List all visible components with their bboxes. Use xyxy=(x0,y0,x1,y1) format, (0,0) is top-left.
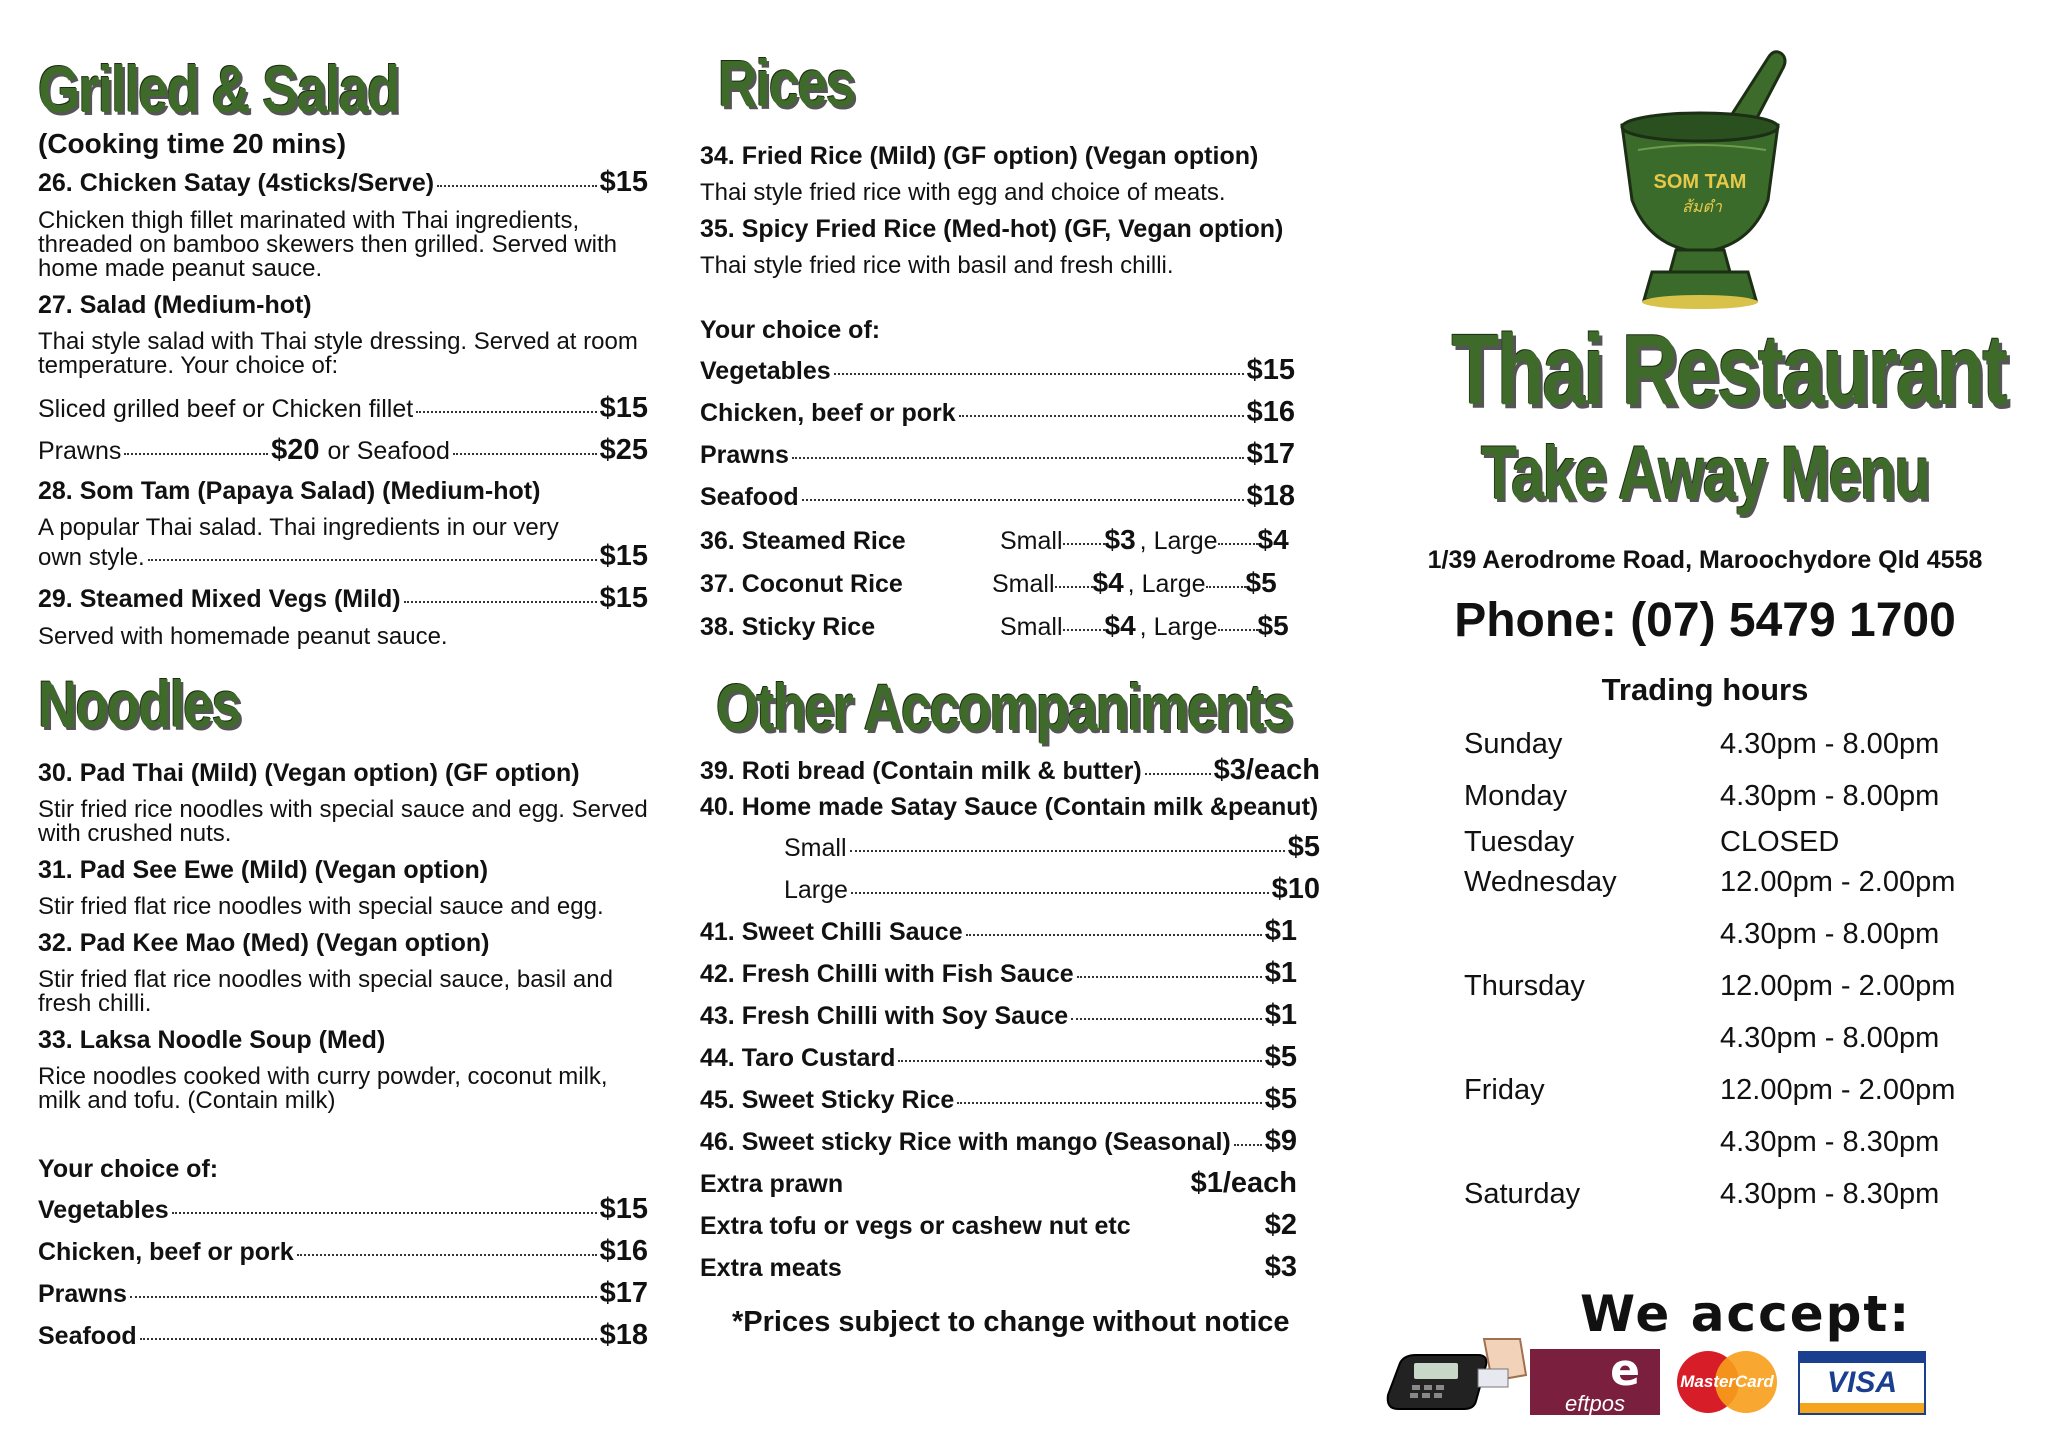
menu-item-34: 34. Fried Rice (Mild) (GF option) (Vegan option) xyxy=(700,142,1259,170)
menu-item-32: 32. Pad Kee Mao (Med) (Vegan option) xyxy=(38,929,490,957)
extra-row: Extra meats $3 xyxy=(700,1251,1297,1283)
column-grilled-noodles xyxy=(38,0,648,1352)
menu-item-39: 39. Roti bread (Contain milk & butter) $3/each xyxy=(700,754,1320,786)
rices-choice-list xyxy=(700,354,1295,513)
menu-item-32-desc: Stir fried flat rice noodles with special sauce, basil and fresh chilli. xyxy=(38,966,613,1017)
trading-hours-table xyxy=(1380,718,2030,1214)
menu-item-40: 40. Home made Satay Sauce (Contain milk &peanut) xyxy=(700,793,1319,821)
choice-row: Seafood $18 xyxy=(700,480,1295,512)
menu-item-35-desc: Thai style fried rice with basil and fresh chilli. xyxy=(700,252,1174,279)
hours-row: 4.30pm - 8.00pm xyxy=(1720,1021,1940,1054)
hours-row: Wednesday 12.00pm - 2.00pm xyxy=(1464,865,1956,898)
menu-item-38: 38. Sticky Rice Small $4 , Large $5 xyxy=(700,610,1289,641)
hours-row: Monday 4.30pm - 8.00pm xyxy=(1464,779,1940,812)
menu-item-30: 30. Pad Thai (Mild) (Vegan option) (GF option) xyxy=(38,759,580,787)
hours-row: Saturday 4.30pm - 8.30pm xyxy=(1464,1177,1940,1210)
logo-thai-text: ส้มตำ xyxy=(1682,197,1722,216)
menu-item-29: 29. Steamed Mixed Vegs (Mild) $15 xyxy=(38,582,648,614)
menu-item-28-desc-a: A popular Thai salad. Thai ingredients in our very xyxy=(38,514,559,541)
salad-option-prawns-seafood: Prawns $20 or Seafood $25 xyxy=(38,434,649,466)
menu-item-34-desc: Thai style fried rice with egg and choice of meats. xyxy=(700,179,1226,206)
menu-item-35: 35. Spicy Fried Rice (Med-hot) (GF, Vegan option) xyxy=(700,215,1284,243)
column-rices-other xyxy=(700,0,1320,1339)
menu-item-33-desc: Rice noodles cooked with curry powder, coconut milk, milk and tofu. (Contain milk) xyxy=(38,1063,608,1114)
choice-row: Prawns $17 xyxy=(38,1277,648,1309)
menu-item-36: 36. Steamed Rice Small $3 , Large $4 xyxy=(700,524,1289,555)
satay-small: Small $5 xyxy=(784,831,1320,863)
cooking-time-note: (Cooking time 20 mins) xyxy=(38,128,347,159)
other-list xyxy=(700,754,1320,906)
noodles-choice-list xyxy=(38,1193,648,1352)
hours-row: Thursday 12.00pm - 2.00pm xyxy=(1464,969,1956,1002)
hours-row: Tuesday CLOSED xyxy=(1464,825,1840,858)
logo-text: SOM TAM xyxy=(1653,171,1747,193)
menu-item-45: 45. Sweet Sticky Rice $5 xyxy=(700,1083,1297,1115)
rices-choice-label: Your choice of: xyxy=(700,316,881,344)
section-title-other: Other Accompaniments xyxy=(716,670,1292,744)
payment-methods xyxy=(1380,1285,2020,1415)
menu-item-44: 44. Taro Custard $5 xyxy=(700,1041,1297,1073)
menu-item-46: 46. Sweet sticky Rice with mango (Seasonal) $9 xyxy=(700,1125,1297,1157)
menu-item-26-desc: Chicken thigh fillet marinated with Thai ingredients, threaded on bamboo skewers then grilled. Served with home made peanut sauce. xyxy=(38,207,617,282)
menu-item-43: 43. Fresh Chilli with Soy Sauce $1 xyxy=(700,999,1297,1031)
we-accept-title: We accept: xyxy=(1580,1285,1912,1343)
noodles-choice-label: Your choice of: xyxy=(38,1155,219,1183)
menu-item-31-desc: Stir fried flat rice noodles with special sauce and egg. xyxy=(38,893,604,920)
extra-row: Extra prawn $1/each xyxy=(700,1167,1297,1199)
menu-item-28: 28. Som Tam (Papaya Salad) (Medium-hot) xyxy=(38,477,541,505)
menu-item-31: 31. Pad See Ewe (Mild) (Vegan option) xyxy=(38,856,489,884)
choice-row: Vegetables $15 xyxy=(700,354,1295,386)
eftpos-logo: e eftpos xyxy=(1530,1349,1660,1415)
menu-item-37: 37. Coconut Rice Small $4 , Large $5 xyxy=(700,567,1277,598)
visa-logo: VISA xyxy=(1798,1351,1926,1415)
choice-row: Seafood $18 xyxy=(38,1319,648,1351)
menu-item-30-desc: Stir fried rice noodles with special sauce and egg. Served with crushed nuts. xyxy=(38,796,648,847)
choice-row: Prawns $17 xyxy=(700,438,1295,470)
menu-item-41: 41. Sweet Chilli Sauce $1 xyxy=(700,915,1297,947)
extras-list xyxy=(700,1167,1297,1284)
column-info xyxy=(1380,0,2030,1416)
menu-item-26: 26. Chicken Satay (4sticks/Serve) $15 xyxy=(38,166,648,198)
section-title-rices: Rices xyxy=(718,46,855,120)
mortar-pestle-icon xyxy=(1380,0,2030,320)
satay-large: Large $10 xyxy=(784,873,1320,905)
trading-hours-title: Trading hours xyxy=(1601,672,1809,707)
hours-row: 4.30pm - 8.00pm xyxy=(1720,917,1940,950)
choice-row: Chicken, beef or pork $16 xyxy=(700,396,1295,428)
menu-item-42: 42. Fresh Chilli with Fish Sauce $1 xyxy=(700,957,1297,989)
phone-number: Phone: (07) 5479 1700 xyxy=(1454,594,1956,647)
section-title-noodles: Noodles xyxy=(38,667,241,741)
card-logos xyxy=(1380,1335,1926,1415)
choice-row: Chicken, beef or pork $16 xyxy=(38,1235,648,1267)
sauces-desserts-list xyxy=(700,915,1297,1158)
brand-title: Thai Restaurant xyxy=(1451,314,2006,426)
card-terminal-icon xyxy=(1380,1335,1530,1415)
menu-item-33: 33. Laksa Noodle Soup (Med) xyxy=(38,1026,386,1054)
hours-row: Friday 12.00pm - 2.00pm xyxy=(1464,1073,1956,1106)
mastercard-logo: MasterCard xyxy=(1664,1349,1790,1415)
salad-option-beef-chicken: Sliced grilled beef or Chicken fillet $15 xyxy=(38,392,648,424)
som-tam-logo xyxy=(1380,0,2030,320)
price: $15 xyxy=(599,166,648,198)
menu-item-27: 27. Salad (Medium-hot) xyxy=(38,291,312,319)
extra-row: Extra tofu or vegs or cashew nut etc $2 xyxy=(700,1209,1297,1241)
menu-item-29-desc: Served with homemade peanut sauce. xyxy=(38,623,448,650)
address: 1/39 Aerodrome Road, Maroochydore Qld 4558 xyxy=(1427,546,1983,574)
choice-row: Vegetables $15 xyxy=(38,1193,648,1225)
price-notice: *Prices subject to change without notice xyxy=(732,1306,1290,1338)
hours-row: 4.30pm - 8.30pm xyxy=(1720,1125,1940,1158)
brand-subtitle: Take Away Menu xyxy=(1480,431,1930,516)
section-title-grilled: Grilled & Salad xyxy=(38,52,399,126)
hours-row: Sunday 4.30pm - 8.00pm xyxy=(1464,727,1940,760)
sized-rice-list xyxy=(700,524,1320,642)
menu-item-27-desc: Thai style salad with Thai style dressing. Served at room temperature. Your choice of: xyxy=(38,328,638,379)
menu-item-28-desc-b: own style. $15 xyxy=(38,540,648,572)
